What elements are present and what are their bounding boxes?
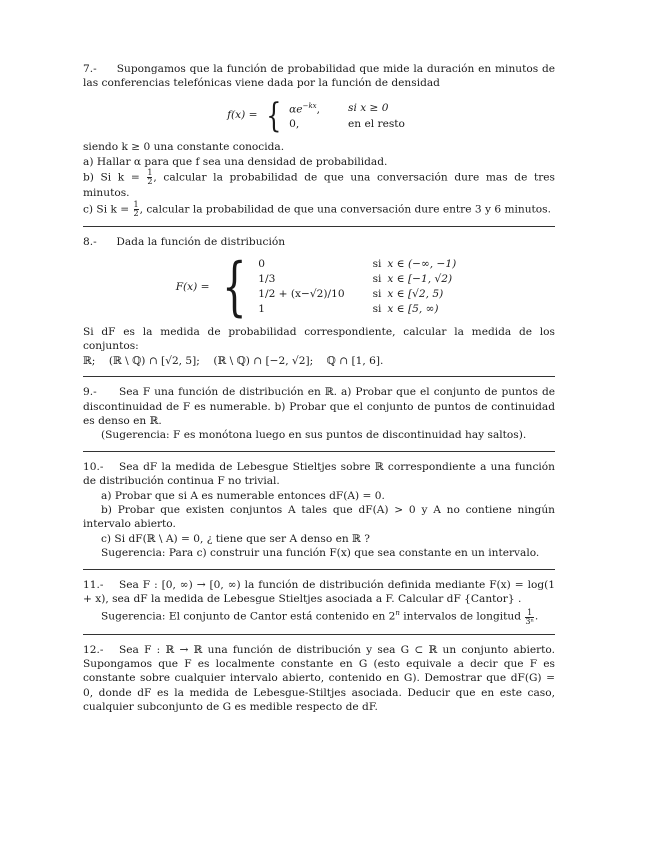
problem-11-text: 11.- Sea F : [0, ∞) → [0, ∞) la función de distribución definida mediante F(x) = log(1 + x), sea dF la medida de Lebesgue Stieltjes asociada a F. Calcular dF {Cantor} . <box>83 578 555 606</box>
problem-12 <box>83 643 555 715</box>
problem-9-hint: (Sugerencia: F es monótona luego en sus puntos de discontinuidad hay saltos). <box>101 429 527 442</box>
problem-9-number: 9.- <box>83 386 97 399</box>
dist-case-4-si: si <box>372 302 382 315</box>
distribution-function-label: F(x) = <box>175 280 210 293</box>
dist-case-1-cond: x ∈ (−∞, −1) <box>387 257 457 270</box>
distribution-equation <box>83 249 555 324</box>
density-function-label: f(x) = <box>227 109 258 122</box>
problem-7 <box>83 62 555 218</box>
density-case-1-cond: si x ≥ 0 <box>348 101 389 114</box>
dist-case-1-si: si <box>372 257 382 270</box>
problem-8-intro: 8.- Dada la función de distribución <box>83 235 286 248</box>
density-case-2-cond: en el resto <box>348 118 405 131</box>
problem-8-after: Si dF es la medida de probabilidad correspondiente, calcular la medida de los conjuntos: <box>83 325 555 353</box>
problem-8 <box>83 235 555 369</box>
divider <box>83 451 555 452</box>
dist-case-4-cond: x ∈ [5, ∞) <box>387 302 439 315</box>
dist-case-4-expr: 1 <box>258 302 266 315</box>
problem-7-part-b: b) Si k = $\frac{1}{2}$ , calcular la probabilidad de que una conversación dure mas de tres minutos. <box>83 168 555 200</box>
problem-9-text: 9.- Sea F una función de distribución en ℝ. a) Probar que el conjunto de puntos de discontinuidad de F es numerable. b) Probar que el conjunto de puntos de continuidad es denso en ℝ. <box>83 386 555 427</box>
problem-7-intro: 7.- Supongamos que la función de probabilidad que mide la duración en minutos de las conferencias telefónicas viene dada por la función de densidad <box>83 63 555 90</box>
problem-10-part-a: a) Probar que si A es numerable entonces dF(A) = 0. <box>101 489 385 502</box>
problem-8-number: 8.- <box>83 235 97 248</box>
fraction-one-half: $\frac{1}{2}$ <box>147 168 153 187</box>
density-case-2-expr: 0, <box>289 118 300 131</box>
problem-8-sets: ℝ; (ℝ \ ℚ) ∩ [√2, 5]; (ℝ \ ℚ) ∩ [−2, √2]; ℚ ∩ [1, 6]. <box>83 354 384 367</box>
left-brace: { <box>265 95 281 136</box>
problem-10-part-c: c) Si dF(ℝ \ A) = 0, ¿ tiene que ser A denso en ℝ ? <box>101 532 370 545</box>
density-cases <box>289 99 411 133</box>
density-equation <box>83 95 555 136</box>
problem-10 <box>83 460 555 561</box>
problem-7-part-c: c) Si k = $\frac{1}{2}$ , calcular la probabilidad de que una conversación dure entre 3 y 6 minutos. <box>83 199 551 218</box>
fraction-one-half: $\frac{1}{2}$ <box>133 199 139 218</box>
dist-case-1-expr: 0 <box>258 257 266 270</box>
dist-case-2-expr: 1/3 <box>258 272 276 285</box>
problem-11 <box>83 578 555 626</box>
divider <box>83 376 555 377</box>
problem-12-text: 12.- Sea F : ℝ → ℝ una función de distribución y sea G ⊂ ℝ un conjunto abierto. Supongamos que F es localmente constante en G (esto equivale a decir que F es constante sobre cualquier intervalo abierto, contenido en G). Demostrar que dF(G) = 0, donde dF es la medida de Lebesgue-Stiltjes asociada. Deducir que en este caso, cualquier subconjunto de G es medible respecto de dF. <box>83 643 555 714</box>
distribution-cases <box>258 257 462 317</box>
dist-case-2-cond: x ∈ [−1, √2) <box>387 272 453 285</box>
problem-10-part-b: b) Probar que existen conjuntos A tales que dF(A) > 0 y A no contiene ningún intervalo abierto. <box>83 504 555 531</box>
problem-7-after: siendo k ≥ 0 una constante conocida. <box>83 141 285 154</box>
dist-case-3-expr: 1/2 + (x−√2)/10 <box>258 287 345 300</box>
problem-9 <box>83 385 555 443</box>
problem-11-number: 11.- <box>83 578 104 591</box>
problem-7-number: 7.- <box>83 63 97 75</box>
dist-case-3-cond: x ∈ [√2, 5) <box>387 287 444 300</box>
problem-10-number: 10.- <box>83 460 104 473</box>
dist-case-3-si: si <box>372 287 382 300</box>
divider <box>83 569 555 570</box>
problem-11-hint: Sugerencia: El conjunto de Cantor está contenido en 2$^n$ intervalos de longitud $\frac{1}{\text{3ⁿ}}$ . <box>101 607 539 626</box>
dist-case-2-si: si <box>372 272 382 285</box>
fraction-one-over-three-n: $\frac{1}{\text{3ⁿ}}$ <box>525 607 534 626</box>
document-page <box>83 62 555 715</box>
divider <box>83 634 555 635</box>
left-brace: { <box>221 249 247 324</box>
problem-12-number: 12.- <box>83 643 104 656</box>
divider <box>83 226 555 227</box>
problem-7-part-a: a) Hallar α para que f sea una densidad de probabilidad. <box>83 155 388 168</box>
problem-10-text: 10.- Sea dF la medida de Lebesgue Stieltjes sobre ℝ correspondiente a una función de distribución continua F no trivial. <box>83 460 555 488</box>
problem-10-hint: Sugerencia: Para c) construir una función F(x) que sea constante en un intervalo. <box>101 547 540 560</box>
density-case-1-expr: $\alpha e^{-kx}$, <box>289 101 321 116</box>
